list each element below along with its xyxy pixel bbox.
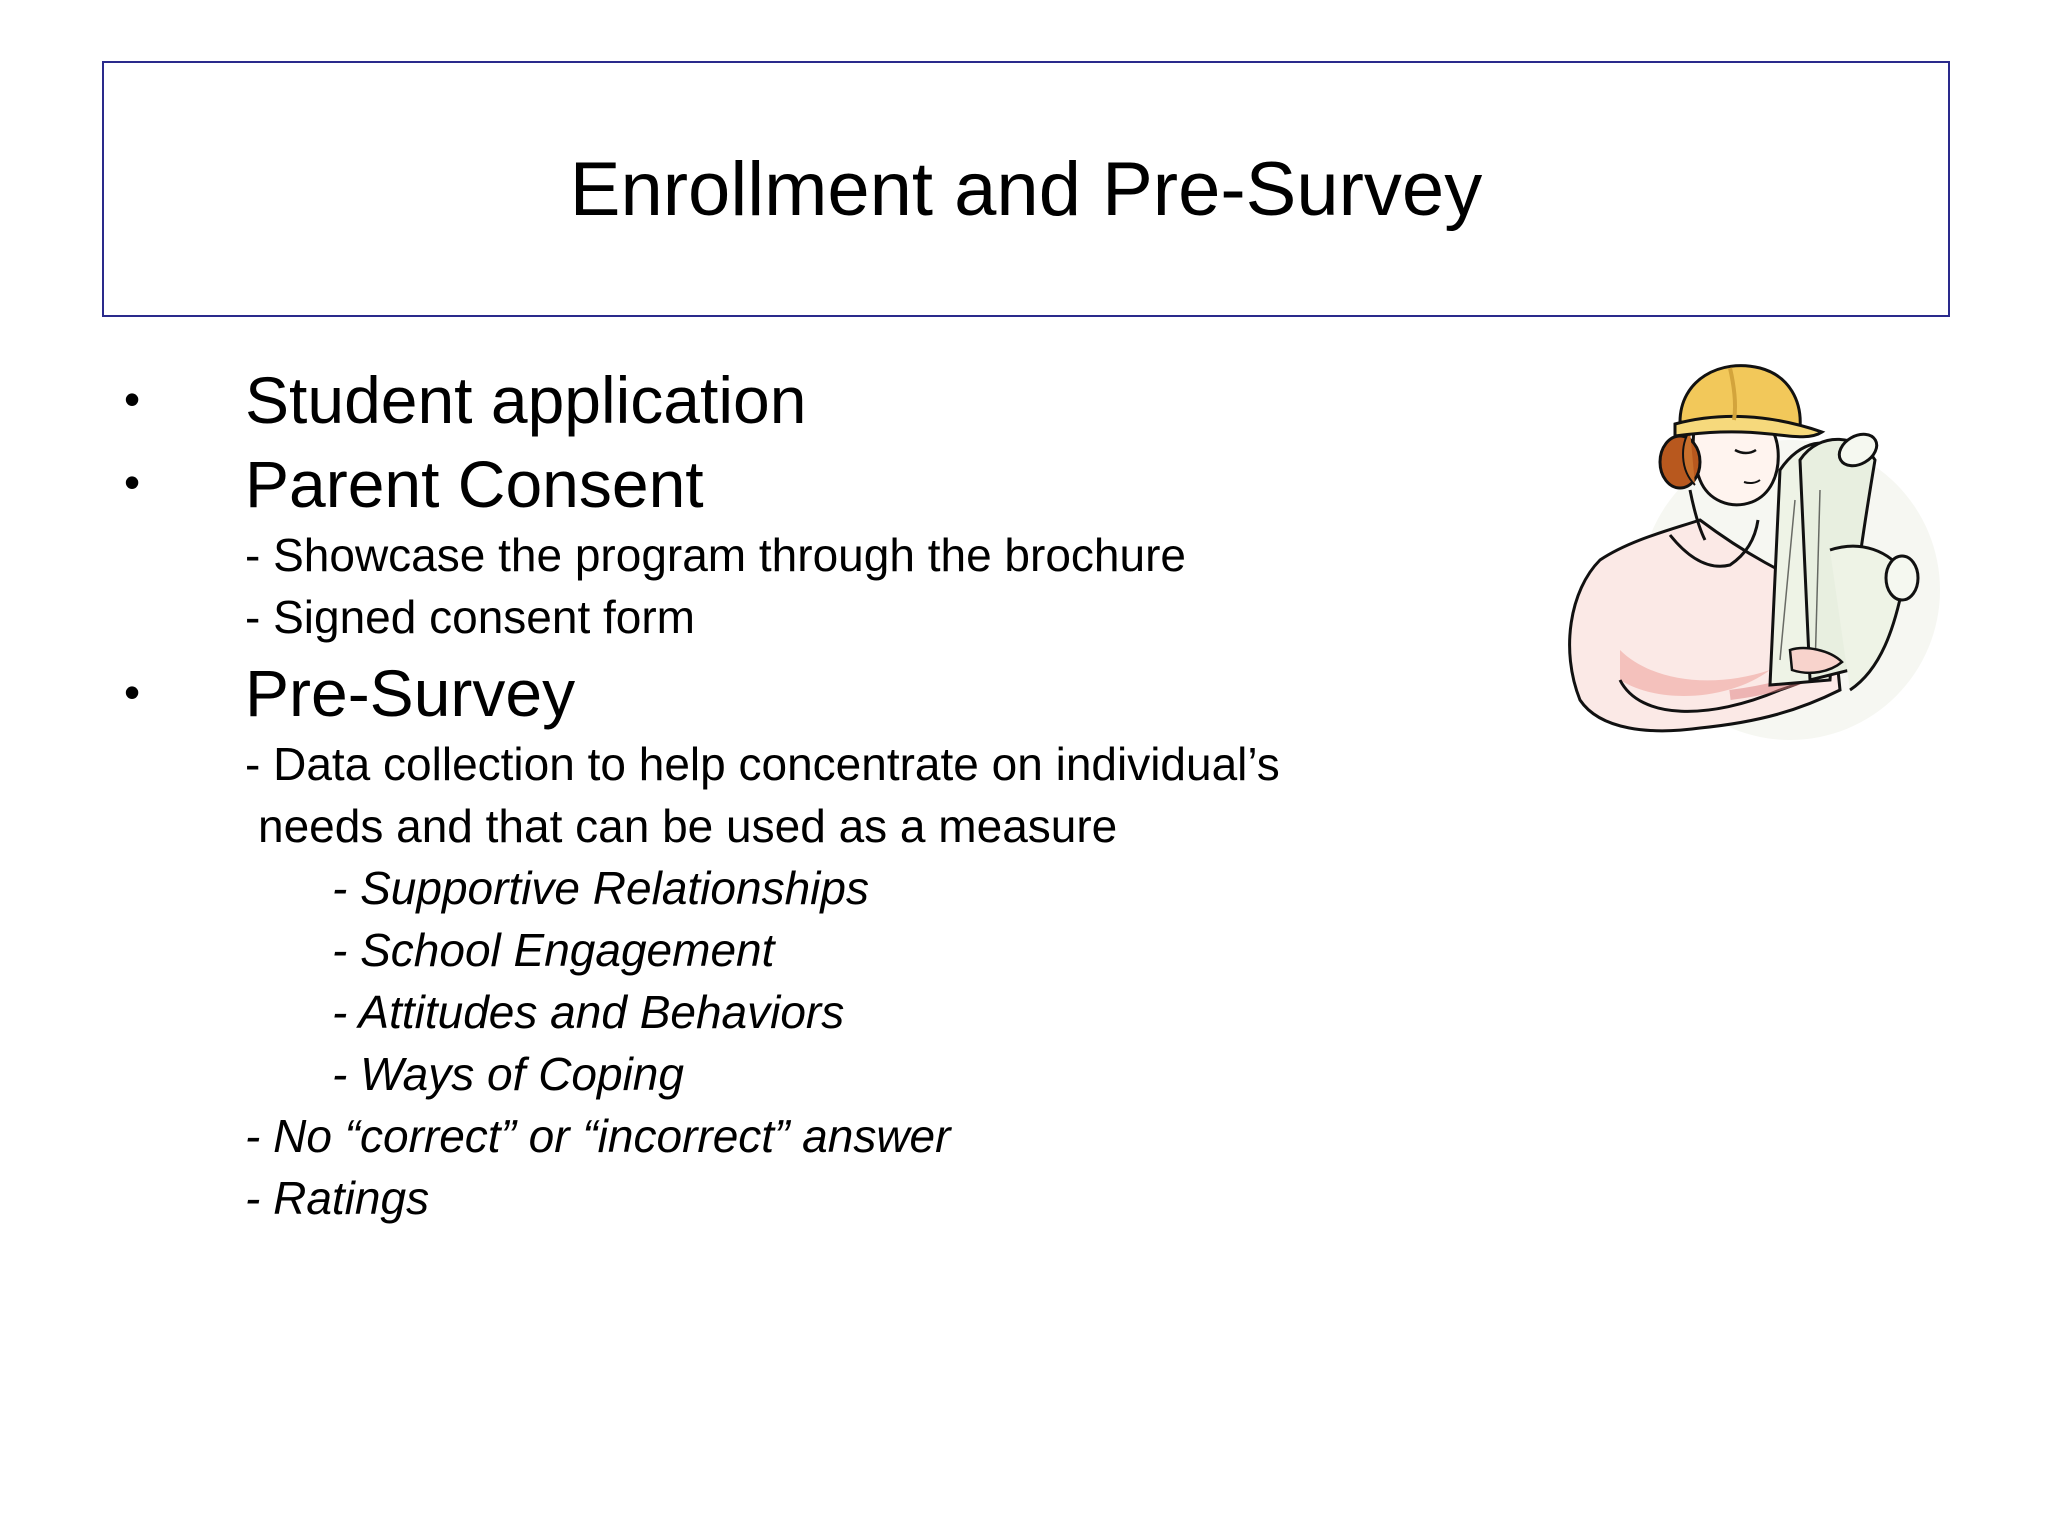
parent-consent-item: - Showcase the program through the brochure xyxy=(245,529,1186,581)
bullet-marker: • xyxy=(124,373,141,425)
engineer-reading-blueprints-icon xyxy=(1530,350,1950,770)
slide-title: Enrollment and Pre-Survey xyxy=(569,146,1483,232)
bullet-marker: • xyxy=(124,666,141,718)
bullet-student-application: Student application xyxy=(245,363,807,437)
note-item: - Ratings xyxy=(245,1172,430,1224)
measure-item: - Ways of Coping xyxy=(332,1048,684,1100)
measure-item: - School Engagement xyxy=(332,924,775,976)
pre-survey-line: - Data collection to help concentrate on individual’s xyxy=(245,738,1280,790)
bullet-parent-consent: Parent Consent xyxy=(245,447,704,521)
measure-item: - Supportive Relationships xyxy=(332,862,869,914)
parent-consent-item: - Signed consent form xyxy=(245,591,696,643)
bullet-pre-survey: Pre-Survey xyxy=(245,656,576,730)
measure-item: - Attitudes and Behaviors xyxy=(332,986,845,1038)
note-item: - No “correct” or “incorrect” answer xyxy=(245,1110,951,1162)
bullet-marker: • xyxy=(124,456,141,508)
pre-survey-line: needs and that can be used as a measure xyxy=(258,800,1118,852)
